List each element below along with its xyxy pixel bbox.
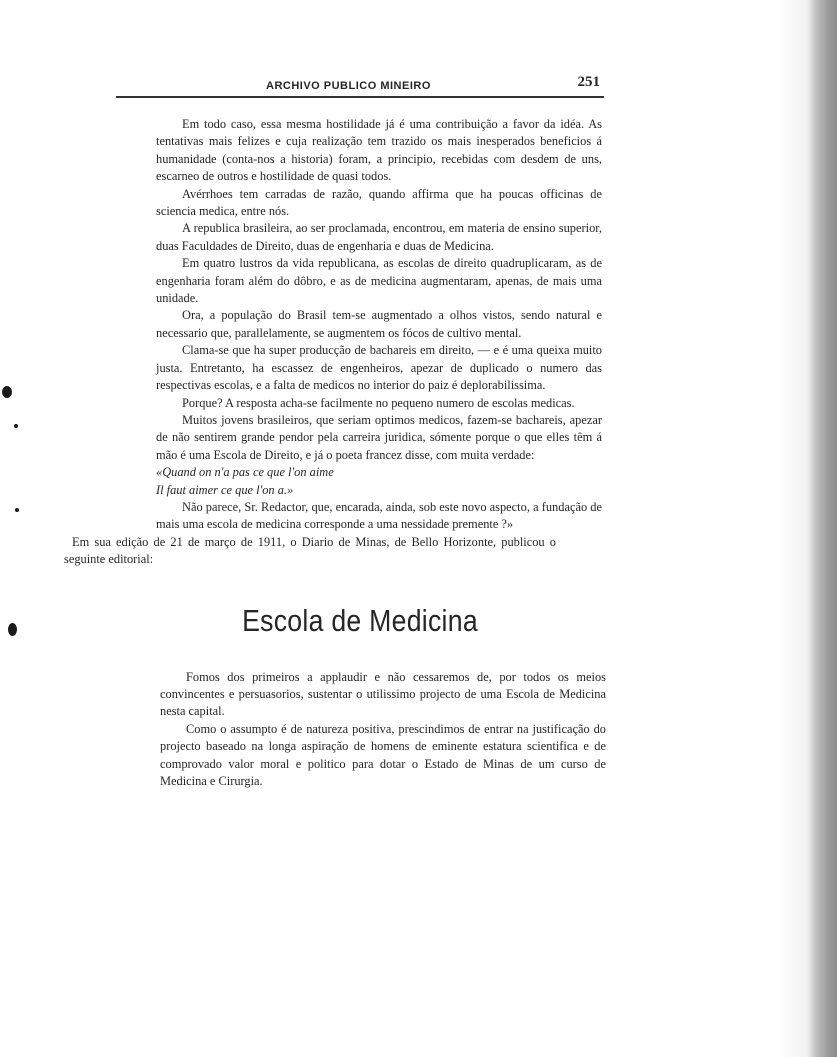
intro-block [64, 534, 556, 569]
book-page [64, 70, 610, 790]
paragraph: Porque? A resposta acha-se facilmente no pequeno numero de escolas medicas. [182, 395, 575, 410]
page-header [116, 70, 604, 98]
binding-hole-mark [2, 386, 12, 398]
paragraph: Em todo caso, essa mesma hostilidade já é uma contribuição a favor da idéa. As tentativas mais felizes e cuja realização tem trazido os mais inesperados beneficios á humanidade (conta-nos a historia) foram, a principio, recebidas com desdem de uns, escarneo de outros e hostilidade de quasi todos. [156, 117, 602, 184]
section-title: Escola de Medicina [242, 602, 478, 638]
letter-body [156, 116, 602, 534]
verse-line: Il faut aimer ce que l'on a.» [156, 482, 294, 497]
paragraph: Em quatro lustros da vida republicana, as escolas de direito quadruplicaram, as de engenharia foram além do dôbro, e as de medicina augmentaram, apenas, de mais uma unidade. [156, 256, 602, 306]
page-number: 251 [577, 74, 600, 90]
binding-hole-mark [8, 623, 17, 636]
verse-line: «Quand on n'a pas ce que l'on aime [156, 465, 334, 480]
editorial-body [160, 669, 606, 791]
running-title: ARCHIVO PUBLICO MINEIRO [266, 80, 431, 92]
paragraph: A republica brasileira, ao ser proclamada, encontrou, em materia de ensino superior, duas Faculdades de Direito, duas de engenharia e duas de Medicina. [156, 221, 602, 253]
intro-paragraph: Em sua edição de 21 de março de 1911, o Diario de Minas, de Bello Horizonte, publicou o seguinte editorial: [64, 534, 556, 567]
paragraph: Como o assumpto é de natureza positiva, prescindimos de entrar na justificação do projecto baseado na longa aspiração de homens de eminente estatura scientifica e de comprovado valor moral e politico para dotar o Estado de Minas de um curso de Medicina e Cirurgia. [160, 721, 606, 788]
paragraph: Ora, a população do Brasil tem-se augmentado a olhos vistos, sendo natural e necessario que, parallelamente, se augmentem os fócos de cultivo mental. [156, 308, 602, 340]
paragraph: Não parece, Sr. Redactor, que, encarada, ainda, sob este novo aspecto, a fundação de mais uma escola de medicina corresponde a uma nessidade premente ?» [156, 499, 602, 532]
paragraph: Avérrhoes tem carradas de razão, quando affirma que ha poucas officinas de sciencia medica, entre nós. [156, 186, 602, 219]
binding-dot-mark [14, 424, 18, 428]
binding-dot-mark [15, 508, 19, 512]
paragraph: Fomos dos primeiros a applaudir e não cessaremos de, por todos os meios convincentes e persuasorios, sustentar o utilissimo projecto de uma Escola de Medicina nesta capital. [160, 669, 606, 719]
scan-page-edge [777, 0, 837, 1057]
paragraph: Clama-se que ha super producção de bachareis em direito, — e é uma queixa muito justa. Entretanto, ha escassez de engenheiros, apezar de duplicado o numero das respectivas escolas, e a falta de medicos no interior do paiz é deplorabilissima. [156, 343, 602, 393]
paragraph: Muitos jovens brasileiros, que seriam optimos medicos, fazem-se bachareis, apezar de não sentirem grande pendor pela carreira juridica, sómente porque o que elles têm á mão é uma Escola de Direito, e já o poeta francez disse, com muita verdade: [156, 412, 602, 462]
